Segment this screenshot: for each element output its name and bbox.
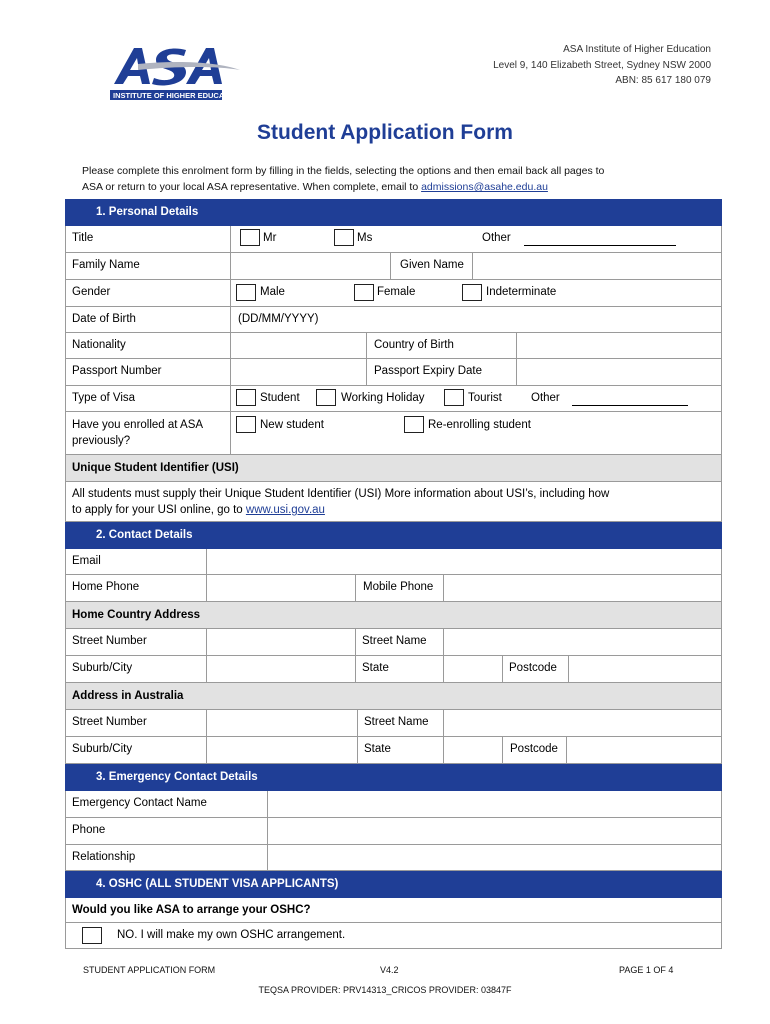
aus-suburb-field[interactable] <box>207 737 357 763</box>
oshc-question-row <box>65 898 722 923</box>
visa-other-field[interactable] <box>572 405 688 406</box>
home-suburb-field[interactable] <box>207 656 355 682</box>
usi-info-line-1: All students must supply their Unique Student Identifier (USI) More information about USI’s, including how <box>72 488 610 500</box>
section-emergency-contact-header: 3. Emergency Contact Details <box>65 764 722 791</box>
home-phone-label: Home Phone <box>72 581 140 593</box>
footer-form-name: STUDENT APPLICATION FORM <box>83 965 216 975</box>
row-email <box>65 549 722 575</box>
passport-expiry-field[interactable] <box>517 359 721 385</box>
row-gender <box>65 280 722 307</box>
relationship-label: Relationship <box>72 851 136 863</box>
logo-subtitle: INSTITUTE OF HIGHER EDUCATION <box>113 91 242 100</box>
row-aus-street <box>65 710 722 737</box>
passport-expiry-label: Passport Expiry Date <box>374 365 483 377</box>
given-name-field[interactable] <box>473 253 721 279</box>
aus-street-number-field[interactable] <box>207 710 357 736</box>
emergency-phone-label: Phone <box>72 824 106 836</box>
re-enrolling-checkbox[interactable] <box>404 416 424 433</box>
title-mr-checkbox[interactable] <box>240 229 260 246</box>
visa-student-label: Student <box>260 392 300 404</box>
aus-postcode-label: Postcode <box>510 743 558 755</box>
footer-version: V4.2 <box>380 965 399 975</box>
aus-state-field[interactable] <box>444 737 502 763</box>
footer-provider: TEQSA PROVIDER: PRV14313_CRICOS PROVIDER: 03847F <box>258 985 512 995</box>
home-street-name-field[interactable] <box>444 629 721 655</box>
emergency-name-label: Emergency Contact Name <box>72 797 207 809</box>
visa-other-label: Other <box>531 392 560 404</box>
institute-abn: ABN: 85 617 180 079 <box>615 75 711 86</box>
intro-line-2: ASA or return to your local ASA representative. When complete, email to <box>82 181 422 193</box>
australia-address-header: Address in Australia <box>65 683 722 710</box>
visa-working-holiday-checkbox[interactable] <box>316 389 336 406</box>
row-home-suburb <box>65 656 722 683</box>
gender-female-label: Female <box>377 286 416 298</box>
home-street-name-label: Street Name <box>362 635 427 647</box>
oshc-no-label: NO. I will make my own OSHC arrangement. <box>117 929 346 941</box>
row-dob <box>65 307 722 333</box>
section-contact-details-header: 2. Contact Details <box>65 522 722 549</box>
dob-field[interactable]: (DD/MM/YYYY) <box>238 313 319 325</box>
new-student-label: New student <box>260 419 324 431</box>
row-home-street <box>65 629 722 656</box>
row-title <box>65 226 722 253</box>
footer-page-number: PAGE 1 OF 4 <box>619 965 674 975</box>
usi-info <box>65 482 722 522</box>
home-country-address-header: Home Country Address <box>65 602 722 629</box>
country-of-birth-label: Country of Birth <box>374 339 454 351</box>
dob-label: Date of Birth <box>72 313 136 325</box>
home-postcode-field[interactable] <box>569 656 721 682</box>
usi-info-line-2: to apply for your USI online, go to <box>72 504 246 516</box>
intro-line-1: Please complete this enrolment form by filling in the fields, selecting the options and then email back all pages to <box>82 165 605 177</box>
title-mr-label: Mr <box>263 232 277 244</box>
re-enrolling-label: Re-enrolling student <box>428 419 531 431</box>
aus-suburb-label: Suburb/City <box>72 743 133 755</box>
gender-indeterminate-label: Indeterminate <box>486 286 557 298</box>
given-name-label: Given Name <box>400 259 464 271</box>
family-name-field[interactable] <box>231 253 390 279</box>
usi-header: Unique Student Identifier (USI) <box>65 455 722 482</box>
home-state-label: State <box>362 662 389 674</box>
aus-street-name-field[interactable] <box>444 710 721 736</box>
row-nationality <box>65 333 722 359</box>
mobile-phone-field[interactable] <box>444 575 721 601</box>
institute-details <box>493 42 711 89</box>
oshc-question: Would you like ASA to arrange your OSHC? <box>72 904 311 916</box>
mobile-phone-label: Mobile Phone <box>363 581 434 593</box>
row-emergency-relationship <box>65 845 722 871</box>
row-phones <box>65 575 722 602</box>
aus-street-name-label: Street Name <box>364 716 429 728</box>
visa-working-holiday-label: Working Holiday <box>341 392 425 404</box>
usi-link[interactable]: www.usi.gov.au <box>245 504 325 516</box>
form-title: Student Application Form <box>257 121 513 144</box>
institute-address: Level 9, 140 Elizabeth Street, Sydney NSW 2000 <box>493 59 711 71</box>
relationship-field[interactable] <box>268 845 721 870</box>
nationality-field[interactable] <box>231 333 366 358</box>
row-passport <box>65 359 722 386</box>
nationality-label: Nationality <box>72 339 126 351</box>
visa-tourist-label: Tourist <box>468 392 502 404</box>
email-label: Email <box>72 555 101 567</box>
row-names <box>65 253 722 280</box>
country-of-birth-field[interactable] <box>517 333 721 358</box>
row-enrolled-previously <box>65 412 722 455</box>
intro-text <box>82 163 702 195</box>
home-suburb-label: Suburb/City <box>72 662 133 674</box>
title-other-label: Other <box>482 232 511 244</box>
title-ms-label: Ms <box>357 232 373 244</box>
oshc-option-row <box>65 923 722 949</box>
admissions-email-link[interactable]: admissions@asahe.edu.au <box>421 181 548 193</box>
title-label: Title <box>72 232 94 244</box>
new-student-checkbox[interactable] <box>236 416 256 433</box>
row-emergency-name <box>65 791 722 818</box>
asa-logo <box>108 40 243 104</box>
emergency-name-field[interactable] <box>268 791 721 817</box>
institute-name: ASA Institute of Higher Education <box>563 44 711 55</box>
enrolled-question-line-1: Have you enrolled at ASA <box>72 419 204 431</box>
home-street-number-field[interactable] <box>207 629 355 655</box>
visa-student-checkbox[interactable] <box>236 389 256 406</box>
aus-state-label: State <box>364 743 391 755</box>
home-phone-field[interactable] <box>207 575 355 601</box>
visa-label: Type of Visa <box>72 392 136 404</box>
visa-tourist-checkbox[interactable] <box>444 389 464 406</box>
gender-male-checkbox[interactable] <box>236 284 256 301</box>
gender-female-checkbox[interactable] <box>354 284 374 301</box>
gender-indeterminate-checkbox[interactable] <box>462 284 482 301</box>
home-street-number-label: Street Number <box>72 635 147 647</box>
enrolled-question-line-2: previously? <box>72 435 131 447</box>
section-oshc-header: 4. OSHC (ALL STUDENT VISA APPLICANTS) <box>65 871 722 898</box>
title-other-field[interactable] <box>524 245 676 246</box>
section-personal-details-header: 1. Personal Details <box>65 199 722 226</box>
passport-number-label: Passport Number <box>72 365 162 377</box>
home-postcode-label: Postcode <box>509 662 557 674</box>
email-field[interactable] <box>207 549 721 574</box>
row-aus-suburb <box>65 737 722 764</box>
row-emergency-phone <box>65 818 722 845</box>
gender-male-label: Male <box>260 286 285 298</box>
emergency-phone-field[interactable] <box>268 818 721 844</box>
aus-postcode-field[interactable] <box>567 737 721 763</box>
home-state-field[interactable] <box>444 656 502 682</box>
gender-label: Gender <box>72 286 111 298</box>
aus-street-number-label: Street Number <box>72 716 147 728</box>
family-name-label: Family Name <box>72 259 140 271</box>
oshc-no-checkbox[interactable] <box>82 927 102 944</box>
title-ms-checkbox[interactable] <box>334 229 354 246</box>
passport-number-field[interactable] <box>231 359 366 385</box>
row-visa <box>65 386 722 412</box>
